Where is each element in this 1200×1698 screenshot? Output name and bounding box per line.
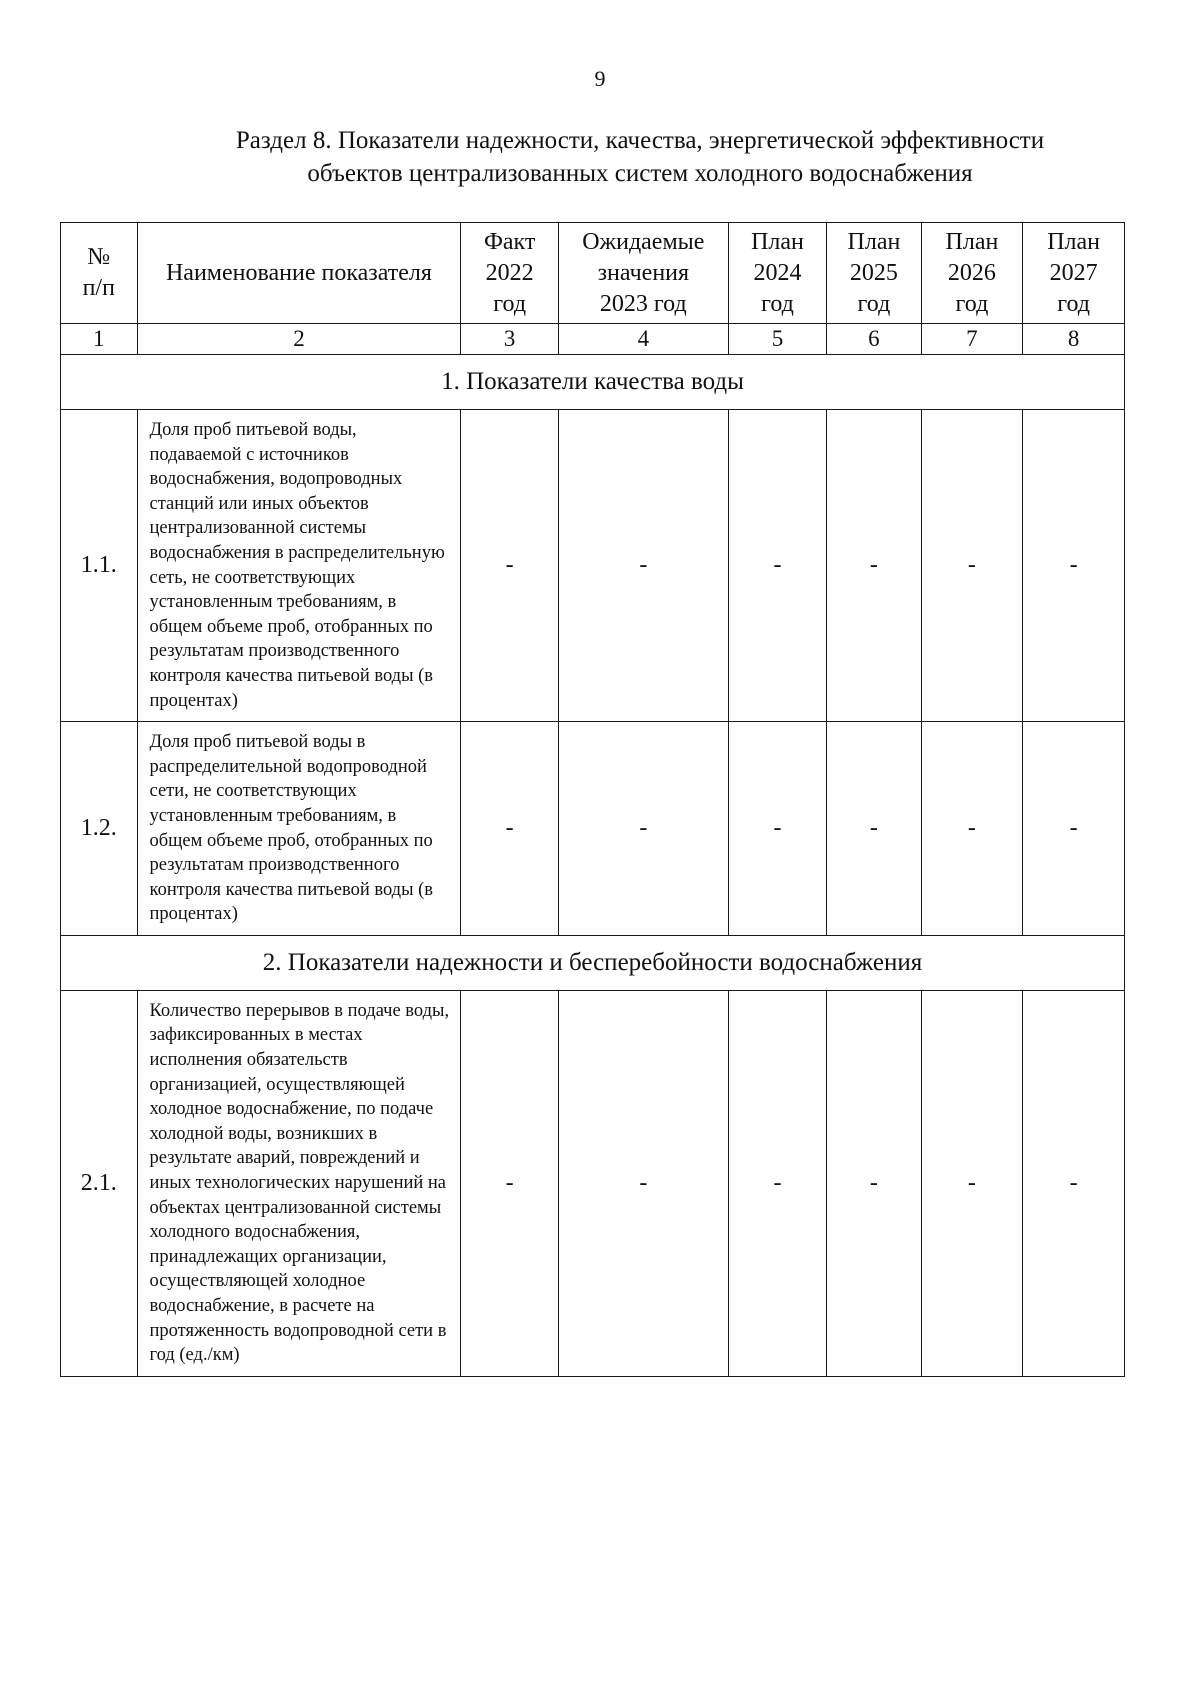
header-line: год xyxy=(955,290,989,317)
value-cell: - xyxy=(921,990,1023,1376)
value-cell: - xyxy=(558,410,728,722)
value-cell: - xyxy=(558,722,728,936)
page-number: 9 xyxy=(594,66,606,91)
header-line: 2024 xyxy=(753,259,802,286)
header-expected-2023 xyxy=(558,223,728,324)
value-cell: - xyxy=(728,410,827,722)
header-fact-2022 xyxy=(461,223,558,324)
value-cell: - xyxy=(827,410,921,722)
value-cell: - xyxy=(1023,990,1125,1376)
section-heading-line-1: Раздел 8. Показатели надежности, качества, энергетической эффективности xyxy=(235,127,1045,154)
value-cell: - xyxy=(728,990,827,1376)
header-plan-2024 xyxy=(728,223,827,324)
value-cell: - xyxy=(728,722,827,936)
header-line: План xyxy=(751,228,804,255)
header-line: год xyxy=(761,290,794,317)
header-line: План xyxy=(1047,228,1101,255)
indicator-name: Доля проб питьевой воды, подаваемой с источников водоснабжения, водопроводных станций или иных объектов централизованной системы водоснабжения в распределительную сеть, не соответствующих установленным требованиям, в общем объеме проб, отобранных по результатам производственного контроля качества питьевой воды (в процентах) xyxy=(137,410,461,722)
row-number: 2.1. xyxy=(61,990,138,1376)
header-plan-2027 xyxy=(1023,223,1125,324)
column-number: 5 xyxy=(728,324,827,355)
column-number: 6 xyxy=(827,324,921,355)
value-cell: - xyxy=(558,990,728,1376)
value-cell: - xyxy=(921,722,1023,936)
table-row xyxy=(61,990,1125,1376)
column-number: 3 xyxy=(461,324,558,355)
column-number: 7 xyxy=(921,324,1023,355)
section-title: 2. Показатели надежности и бесперебойности водоснабжения xyxy=(61,935,1125,990)
header-line: Ожидаемые xyxy=(582,228,705,255)
column-number-row xyxy=(61,324,1125,355)
header-no xyxy=(61,223,138,324)
value-cell: - xyxy=(921,410,1023,722)
header-no-line: п/п xyxy=(82,275,115,301)
header-line: Факт xyxy=(483,228,536,255)
table-row xyxy=(61,410,1125,722)
row-number: 1.2. xyxy=(61,722,138,936)
header-line: 2022 xyxy=(485,259,534,286)
value-cell: - xyxy=(461,990,558,1376)
table-header-row xyxy=(61,223,1125,324)
header-line: План xyxy=(847,228,901,255)
header-line: 2023 год xyxy=(599,290,687,317)
column-number: 2 xyxy=(137,324,461,355)
value-cell: - xyxy=(461,410,558,722)
indicator-name: Доля проб питьевой воды в распределительной водопроводной сети, не соответствующих установленным требованиям, в общем объеме проб, отобранных по результатам производственного контроля качества питьевой воды (в процентах) xyxy=(137,722,461,936)
column-number: 1 xyxy=(61,324,138,355)
header-line: год xyxy=(1057,290,1091,317)
header-line: 2025 xyxy=(849,259,898,286)
header-no-line: № xyxy=(87,244,111,270)
section-heading-line-2: объектов централизованных систем холодного водоснабжения xyxy=(307,160,973,187)
indicators-table xyxy=(60,222,1125,1377)
section-heading xyxy=(160,124,1120,190)
row-number: 1.1. xyxy=(61,410,138,722)
header-line: год xyxy=(857,290,891,317)
header-line: значения xyxy=(597,259,690,286)
header-line: год xyxy=(493,290,527,317)
value-cell: - xyxy=(1023,410,1125,722)
header-plan-2025 xyxy=(827,223,921,324)
column-number: 4 xyxy=(558,324,728,355)
value-cell: - xyxy=(1023,722,1125,936)
value-cell: - xyxy=(827,990,921,1376)
section-row xyxy=(61,935,1125,990)
header-line: План xyxy=(945,228,999,255)
value-cell: - xyxy=(461,722,558,936)
header-name: Наименование показателя xyxy=(137,223,461,324)
column-number: 8 xyxy=(1023,324,1125,355)
table-row xyxy=(61,722,1125,936)
section-row xyxy=(61,355,1125,410)
section-title: 1. Показатели качества воды xyxy=(61,355,1125,410)
header-plan-2026 xyxy=(921,223,1023,324)
header-line: 2027 xyxy=(1049,259,1098,286)
header-line: 2026 xyxy=(947,259,996,286)
value-cell: - xyxy=(827,722,921,936)
indicator-name: Количество перерывов в подаче воды, зафиксированных в местах исполнения обязательств организацией, осуществляющей холодное водоснабжение, по подаче холодной воды, возникших в результате аварий, повреждений и иных технологических нарушений на объектах централизованной системы холодного водоснабжения, принадлежащих организации, осуществляющей холодное водоснабжение, в расчете на протяженность водопроводной сети в год (ед./км) xyxy=(137,990,461,1376)
